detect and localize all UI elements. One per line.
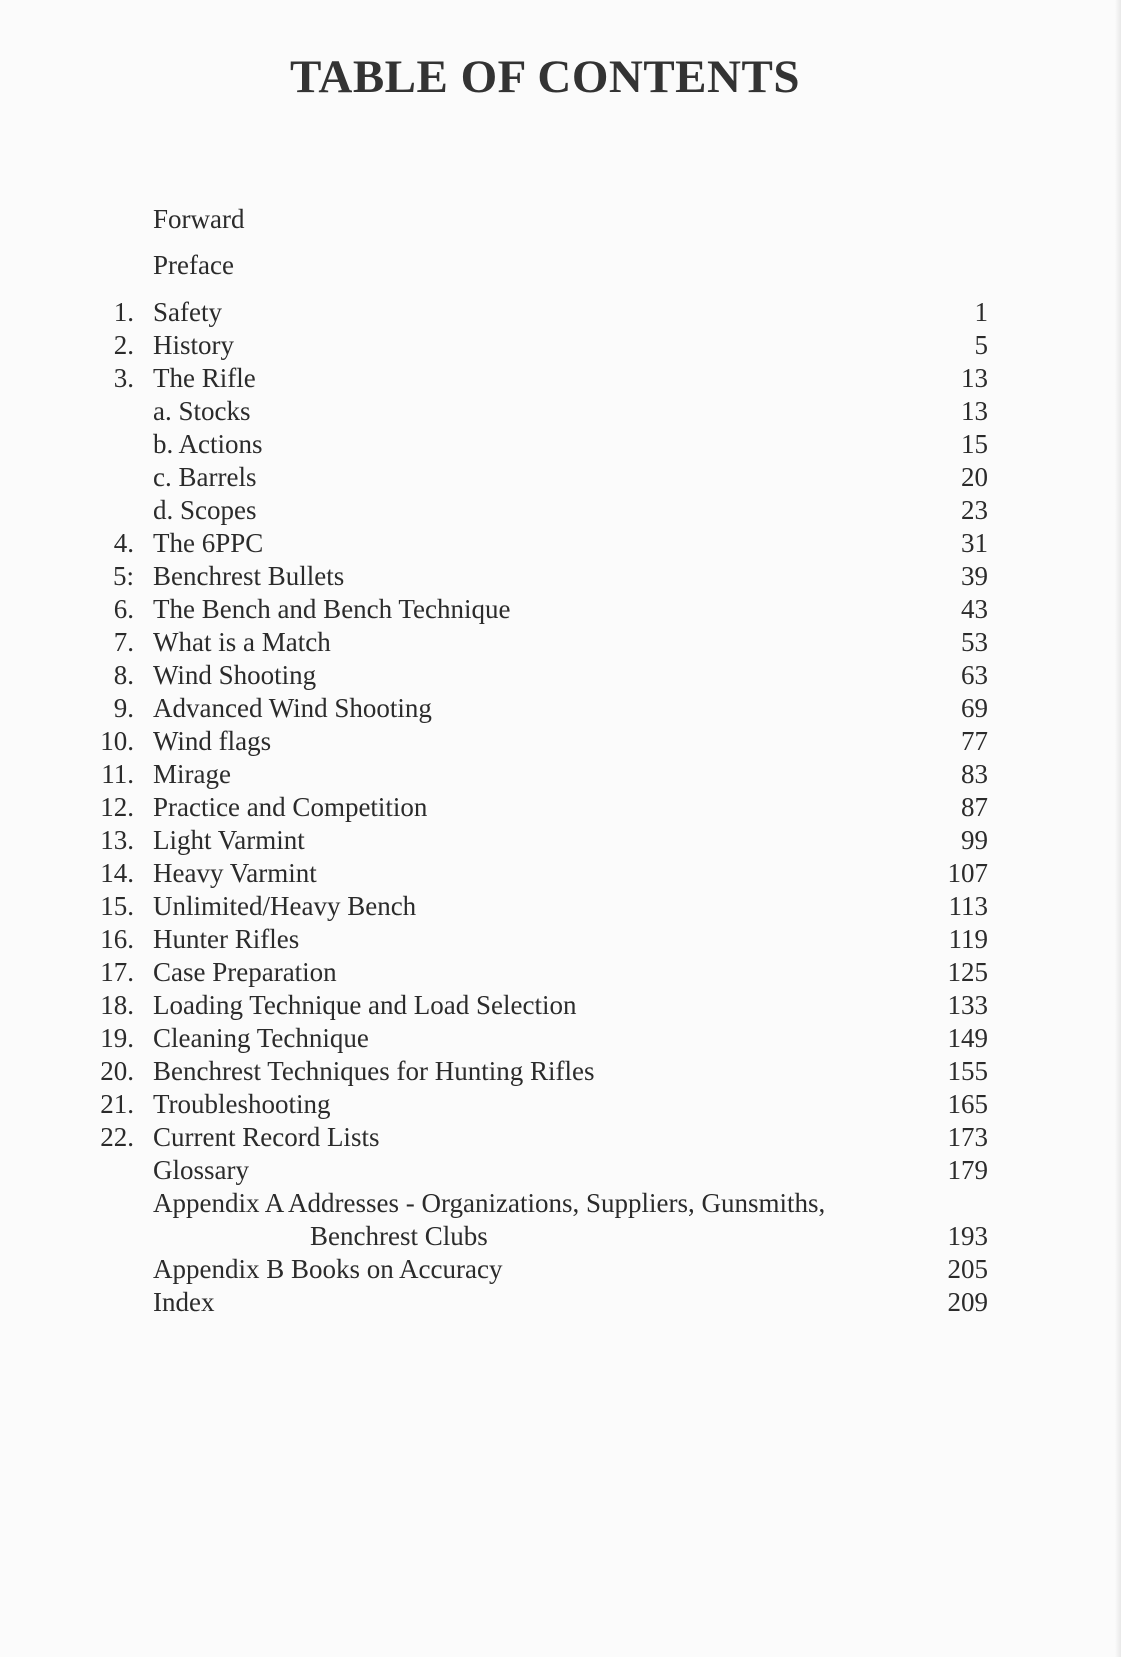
toc-label: Loading Technique and Load Selection [153,990,577,1020]
toc-page-number: 13 [961,396,988,426]
toc-page-number: 31 [961,528,988,558]
toc-label: Advanced Wind Shooting [153,693,432,723]
toc-label: Safety [153,297,222,327]
toc-page-number: 173 [947,1122,988,1152]
toc-label: Practice and Competition [153,792,428,822]
toc-label: Glossary [153,1155,249,1185]
toc-row [0,956,1121,988]
toc-number: 5: [112,561,134,591]
toc-row-forward [0,203,1121,235]
toc-page-number: 39 [961,561,988,591]
toc-label: Preface [153,250,234,280]
toc-number: 9. [113,693,134,723]
toc-number: 2. [113,330,134,360]
toc-label: Benchrest Bullets [153,561,345,591]
toc-label: The 6PPC [153,528,264,558]
toc-page-number: 113 [948,891,988,921]
toc-row [0,527,1121,559]
toc-label: Heavy Varmint [153,858,317,888]
toc-label: The Bench and Bench Technique [153,594,511,624]
toc-page-number: 133 [947,990,988,1020]
toc-page-number: 179 [947,1155,988,1185]
toc-row [0,824,1121,856]
toc-label: Troubleshooting [153,1089,331,1119]
toc-label: Wind Shooting [153,660,317,690]
toc-page-number: 99 [961,825,988,855]
toc-label: Current Record Lists [153,1122,380,1152]
toc-number: 11. [101,759,134,789]
toc-page-number: 87 [961,792,988,822]
toc-row [0,857,1121,889]
toc-row-appendix-a-cont [0,1220,1121,1252]
toc-label: Unlimited/Heavy Bench [153,891,417,921]
toc-number: 13. [100,825,134,855]
toc-page-number: 83 [961,759,988,789]
toc-page-number: 209 [947,1287,988,1317]
toc-number: 17. [100,957,134,987]
toc-row [0,593,1121,625]
toc-row [0,758,1121,790]
toc-page-number: 149 [947,1023,988,1053]
toc-page-number: 77 [961,726,988,756]
toc-row [0,725,1121,757]
toc-label: What is a Match [153,627,331,657]
toc-row [0,989,1121,1021]
toc-page-number: 13 [961,363,988,393]
toc-row [0,659,1121,691]
toc-row [0,791,1121,823]
toc-label: Forward [153,204,245,234]
toc-page-number: 69 [961,693,988,723]
toc-page-number: 15 [961,429,988,459]
toc-page-number: 193 [947,1221,988,1251]
toc-label: Light Varmint [153,825,305,855]
toc-page-number: 20 [961,462,988,492]
toc-row [0,329,1121,361]
toc-label: b. Actions [153,429,263,459]
toc-page-number: 205 [947,1254,988,1284]
toc-number: 10. [100,726,134,756]
toc-label: Cleaning Technique [153,1023,369,1053]
toc-row [0,395,1121,427]
toc-row [0,923,1121,955]
toc-label: c. Barrels [153,462,257,492]
toc-number: 12. [100,792,134,822]
toc-label: The Rifle [153,363,256,393]
toc-label: Appendix B Books on Accuracy [153,1254,503,1284]
toc-label: History [153,330,234,360]
toc-number: 3. [113,363,134,393]
toc-page-number: 119 [948,924,988,954]
toc-row [0,428,1121,460]
toc-number: 22. [100,1122,134,1152]
toc-number: 16. [100,924,134,954]
toc-label: Benchrest Techniques for Hunting Rifles [153,1056,595,1086]
toc-row [0,560,1121,592]
toc-page-number: 5 [974,330,988,360]
toc-number: 14. [100,858,134,888]
toc-row [0,494,1121,526]
toc-page-number: 155 [947,1056,988,1086]
toc-number: 15. [100,891,134,921]
page-title: TABLE OF CONTENTS [290,51,800,103]
toc-label: a. Stocks [153,396,251,426]
toc-row-appendix-b [0,1253,1121,1285]
toc-row-appendix-a [0,1187,1121,1219]
toc-label: Appendix A Addresses - Organizations, Suppliers, Gunsmiths, [153,1188,826,1218]
toc-row [0,1121,1121,1153]
toc-page-number: 165 [947,1089,988,1119]
toc-page-number: 53 [961,627,988,657]
toc-row [0,1055,1121,1087]
toc-number: 6. [113,594,134,624]
toc-number: 21. [100,1089,134,1119]
toc-row [0,626,1121,658]
toc-number: 7. [113,627,134,657]
toc-number: 19. [100,1023,134,1053]
toc-label: Case Preparation [153,957,337,987]
toc-row-index [0,1286,1121,1318]
toc-row [0,296,1121,328]
toc-row [0,362,1121,394]
toc-number: 20. [100,1056,134,1086]
toc-label: Hunter Rifles [153,924,300,954]
toc-row [0,461,1121,493]
toc-number: 18. [100,990,134,1020]
toc-row [0,692,1121,724]
toc-row [0,1088,1121,1120]
toc-number: 8. [113,660,134,690]
toc-label: d. Scopes [153,495,257,525]
toc-row [0,890,1121,922]
toc-page-number: 125 [947,957,988,987]
toc-row-preface [0,249,1121,281]
page-edge-shadow [1115,0,1121,1657]
toc-page-number: 23 [961,495,988,525]
toc-page-number: 107 [947,858,988,888]
toc-page-number: 43 [961,594,988,624]
toc-page-number: 1 [974,297,988,327]
toc-page-number: 63 [961,660,988,690]
toc-row [0,1022,1121,1054]
toc-label: Wind flags [153,726,272,756]
toc-label: Mirage [153,759,231,789]
toc-number: 1. [113,297,134,327]
toc-label: Index [153,1287,215,1317]
toc-label-continuation: Benchrest Clubs [310,1221,488,1251]
toc-row-glossary [0,1154,1121,1186]
toc-number: 4. [113,528,134,558]
